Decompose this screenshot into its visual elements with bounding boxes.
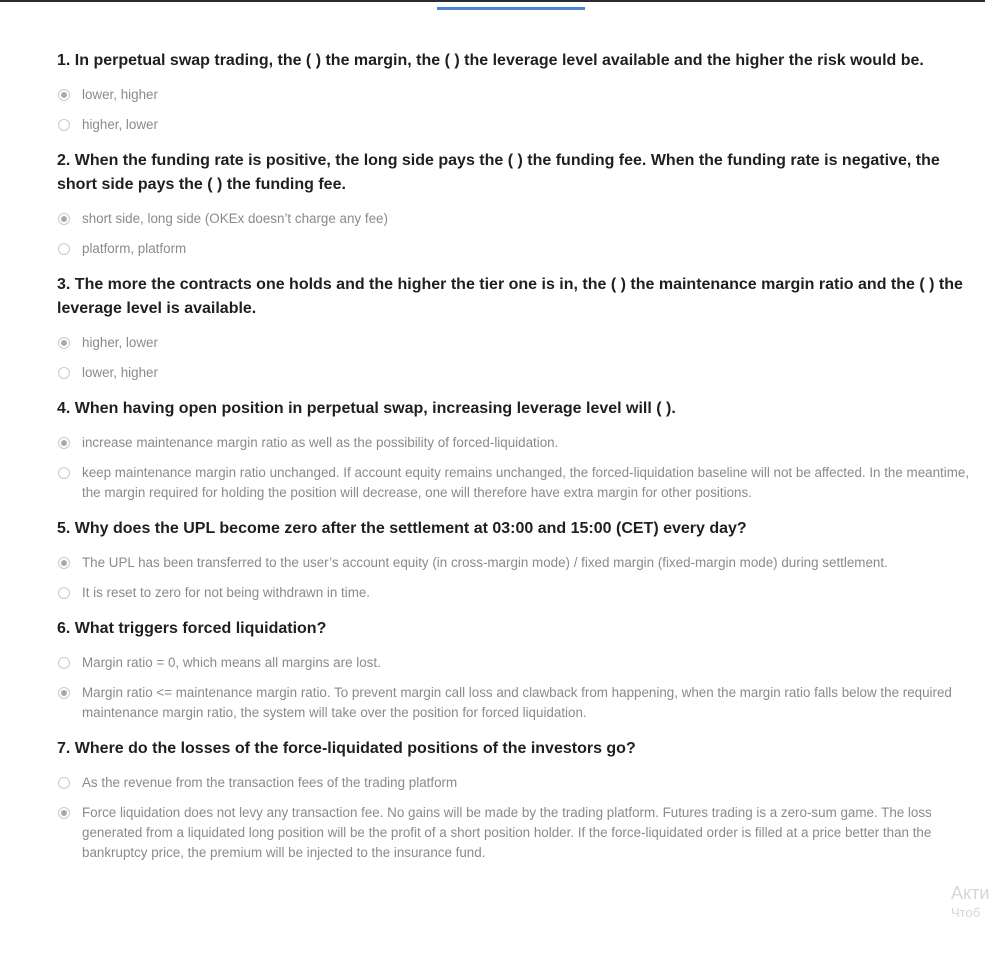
answer-label: keep maintenance margin ratio unchanged. If account equity remains unchanged, the forced-liquidation baseline will not be affected. In the meantime, the margin required for holding the position will decrease, one will therefore have extra margin for other positions. xyxy=(82,465,970,500)
answer-option[interactable] xyxy=(57,803,972,863)
radio-button[interactable] xyxy=(58,777,70,789)
top-border xyxy=(0,0,985,2)
answer-label: Force liquidation does not levy any transaction fee. No gains will be made by the trading platform. Futures trading is a zero-sum game. The loss generated from a liquidated long position will be the profit of a short position holder. If the force-liquidated order is filled at a price better than the bankruptcy price, the premium will be injected to the insurance fund. xyxy=(82,805,932,860)
radio-button[interactable] xyxy=(58,243,70,255)
question-title: 6. What triggers forced liquidation? xyxy=(57,620,327,637)
question-3 xyxy=(57,273,972,383)
question-title: 3. The more the contracts one holds and the higher the tier one is in, the ( ) the maintenance margin ratio and the ( ) the leverage level is available. xyxy=(57,276,963,317)
answer-label: Margin ratio = 0, which means all margins are lost. xyxy=(82,655,381,670)
radio-button[interactable] xyxy=(58,213,70,225)
question-title: 1. In perpetual swap trading, the ( ) the margin, the ( ) the leverage level available and the higher the risk would be. xyxy=(57,52,924,69)
answer-option[interactable] xyxy=(57,433,972,453)
answer-option[interactable] xyxy=(57,239,972,259)
answer-option[interactable] xyxy=(57,773,972,793)
question-6 xyxy=(57,617,972,723)
answer-option[interactable] xyxy=(57,583,972,603)
radio-button[interactable] xyxy=(58,687,70,699)
answer-label: lower, higher xyxy=(82,365,158,380)
answer-label: The UPL has been transferred to the user’s account equity (in cross-margin mode) / fixed margin (fixed-margin mode) during settlement. xyxy=(82,555,888,570)
answer-option[interactable] xyxy=(57,209,972,229)
answer-option[interactable] xyxy=(57,115,972,135)
answer-option[interactable] xyxy=(57,85,972,105)
answer-label: Margin ratio <= maintenance margin ratio. To prevent margin call loss and clawback from happening, when the margin ratio falls below the required maintenance margin ratio, the system will take over the position for forced liquidation. xyxy=(82,685,952,720)
question-2 xyxy=(57,149,972,259)
radio-button[interactable] xyxy=(58,337,70,349)
answer-option[interactable] xyxy=(57,553,972,573)
radio-button[interactable] xyxy=(58,367,70,379)
radio-button[interactable] xyxy=(58,587,70,599)
radio-button[interactable] xyxy=(58,89,70,101)
question-4 xyxy=(57,397,972,503)
radio-button[interactable] xyxy=(58,807,70,819)
question-5 xyxy=(57,517,972,603)
radio-button[interactable] xyxy=(58,119,70,131)
radio-button[interactable] xyxy=(58,467,70,479)
question-title: 4. When having open position in perpetual swap, increasing leverage level will ( ). xyxy=(57,400,676,417)
question-title: 7. Where do the losses of the force-liquidated positions of the investors go? xyxy=(57,740,636,757)
quiz-list xyxy=(57,49,972,873)
question-title: 2. When the funding rate is positive, the long side pays the ( ) the funding fee. When the funding rate is negative, the short side pays the ( ) the funding fee. xyxy=(57,152,940,193)
answer-label: platform, platform xyxy=(82,241,187,256)
radio-button[interactable] xyxy=(58,557,70,569)
answer-label: short side, long side (OKEx doesn’t charge any fee) xyxy=(82,211,388,226)
active-tab-indicator xyxy=(437,7,585,10)
answer-option[interactable] xyxy=(57,463,972,503)
answer-label: higher, lower xyxy=(82,117,158,132)
answer-label: As the revenue from the transaction fees of the trading platform xyxy=(82,775,458,790)
answer-option[interactable] xyxy=(57,363,972,383)
question-title: 5. Why does the UPL become zero after the settlement at 03:00 and 15:00 (CET) every day? xyxy=(57,520,747,537)
question-1 xyxy=(57,49,972,135)
answer-option[interactable] xyxy=(57,333,972,353)
answer-label: It is reset to zero for not being withdrawn in time. xyxy=(82,585,371,600)
answer-label: lower, higher xyxy=(82,87,158,102)
activation-watermark-subtext: Чтоб xyxy=(951,905,981,920)
answer-label: increase maintenance margin ratio as well as the possibility of forced-liquidation. xyxy=(82,435,559,450)
answer-option[interactable] xyxy=(57,683,972,723)
activation-watermark: Акти xyxy=(951,883,989,903)
answer-option[interactable] xyxy=(57,653,972,673)
radio-button[interactable] xyxy=(58,437,70,449)
question-7 xyxy=(57,737,972,863)
answer-label: higher, lower xyxy=(82,335,158,350)
radio-button[interactable] xyxy=(58,657,70,669)
